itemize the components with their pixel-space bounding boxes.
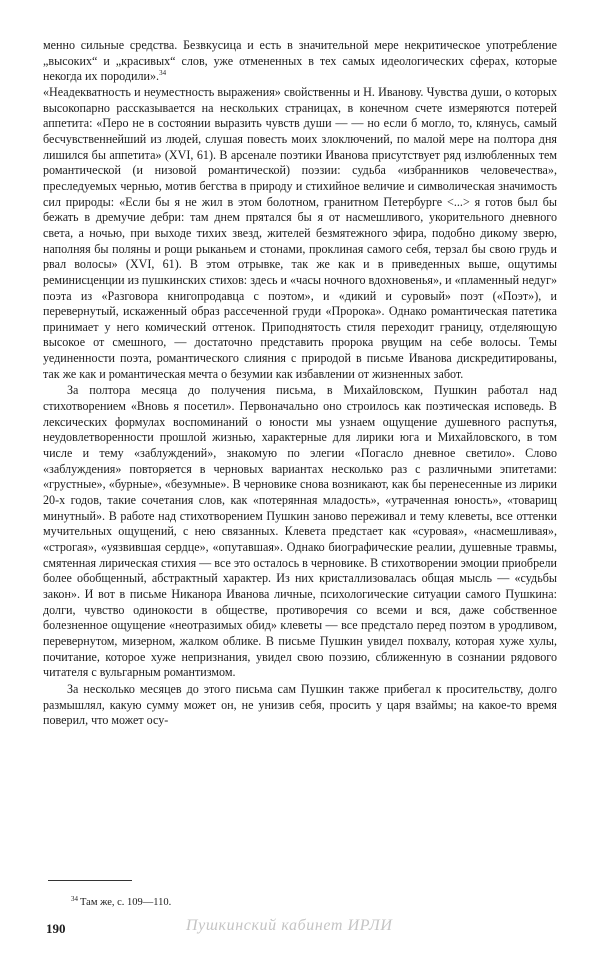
footnote-reference: 34 <box>159 69 167 78</box>
footnote-text: Там же, с. 109—110. <box>80 897 172 908</box>
main-text <box>43 38 557 729</box>
paragraph-3: За полтора месяца до получения письма, в Михайловском, Пушкин работал над стихотворением «Вновь я посетил». Первоначально оно строилось как поэтическая исповедь. В лексических формулах воспоминаний о юности мы узнаем ощущение душевного распутья, неудовлетворенности прошлой жизнью, характерные для лирики юга и Михайловского, в том числе и тему «заблуждений», знакомую по элегии «Погасло дневное светило». Слово «заблуждения» повторяется в черновых вариантах несколько раз с различными эпитетами: «грустные», «бурные», «безумные». В черновике снова возникают, как бы перенесенные из лирики 20-х годов, такие сочетания слов, как «потерянная младость», «утраченная юность», «товарищ минутный». В работе над стихотворением Пушкин заново переживал и тему клеветы, все оттенки мучительных ощущений, с нею связанных. Клевета предстает как «суровая», «насмешливая», «строгая», «уязвившая сердце», «опутавшая». Однако биографические реалии, душевные травмы, смятенная лирическая стихия — все это осталось в черновике. В стихотворении эмоции приобрели более обобщенный, абстрактный характер. Из них кристаллизовалась общая мысль — «судьбы закон». И вот в письме Никанора Иванова личные, психологические ситуации самого Пушкина: долги, чувство одинокости в обществе, противоречия со всеми и вся, даже собственное болезненное ощущение «неотразимых обид» клеветы — все предстало перед поэтом в уродливом, перевернутом, мизерном, жалком облике. В письме Пушкин увидел похвалу, которая хуже хулы, почитание, которое хуже непризнания, увидел свою поэзию, сближенную в сознании рядового читателя с вульгарным романтизмом. <box>43 383 557 680</box>
library-watermark: Пушкинский кабинет ИРЛИ <box>186 917 393 934</box>
footnote-divider <box>48 880 132 881</box>
footnote <box>71 896 171 909</box>
paragraph-1 <box>43 38 557 85</box>
paragraph-2: «Неадекватность и неуместность выражения» свойственны и Н. Иванову. Чувства души, о которых высокопарно рассказывается на нескольких страницах, в конечном счете измеряются потерей аппетита: «Перо не в состоянии выразить чувств души — — но если б могло, то, клянусь, самый бесчувственнейший из людей, слушая повесть моих злоключений, по малой мере на полтора дня лишился бы аппетита» (XVI, 61). В арсенале поэтики Иванова присутствует ряд излюбленных тем романтической (и низовой романтической) поэзии: судьба «избранников человечества», преследуемых чернью, мотив бегства в природу и стихийное величие и символическая значимость сил природы: «Если бы я не жил в этом болотном, гранитном Петербурге <...> я готов был бы бежать в дремучие дебри: там днем прятался бы я от насмешливого, укорительного дневного света, а ночью, при выходе тихих звезд, жителей безмятежного эфира, подобно дикому зверю, наполняя бы поляны и рощи рыканьем и стонами, проклиная самого себя, терзал бы свою грудь и рвал волосы» (XVI, 61). В этом отрывке, так же как и в приведенных выше, ощутимы реминисценции из пушкинских стихов: здесь и «часы ночного вдохновенья», и «пламенный недуг» поэта из «Разговора книгопродавца с поэтом», и «дикий и суровый» поэт («Поэт»), и перевернутый, искаженный образ рассеченной груди «Пророка». Однако романтическая патетика принимает у него комический оттенок. Приподнятость стиля переходит границу, отделяющую высокое от смешного, — достаточно представить пророка рвущим на себе волосы. Темы уединенности поэта, романтического слияния с природой в письме Иванова дискредитированы, так же как и романтическая мечта о безумии как избавлении от жизненных забот. <box>43 84 557 381</box>
page-body <box>43 38 557 729</box>
footnote-number: 34 <box>71 894 78 903</box>
paragraph-4: За несколько месяцев до этого письма сам Пушкин также прибегал к просительству, долго размышлял, какую сумму может он, не унизив себя, просить у царя взаймы; на какое-то время поверил, что может осу- <box>43 681 557 728</box>
page-number: 190 <box>46 921 66 936</box>
paragraph-1-text: менно сильные средства. Безвкусица и есть в значительной мере некритическое употребление „высоких“ и „красивых“ слов, уже отмененных в тех самых идеологических сферах, которые некогда их породили». <box>43 38 557 84</box>
